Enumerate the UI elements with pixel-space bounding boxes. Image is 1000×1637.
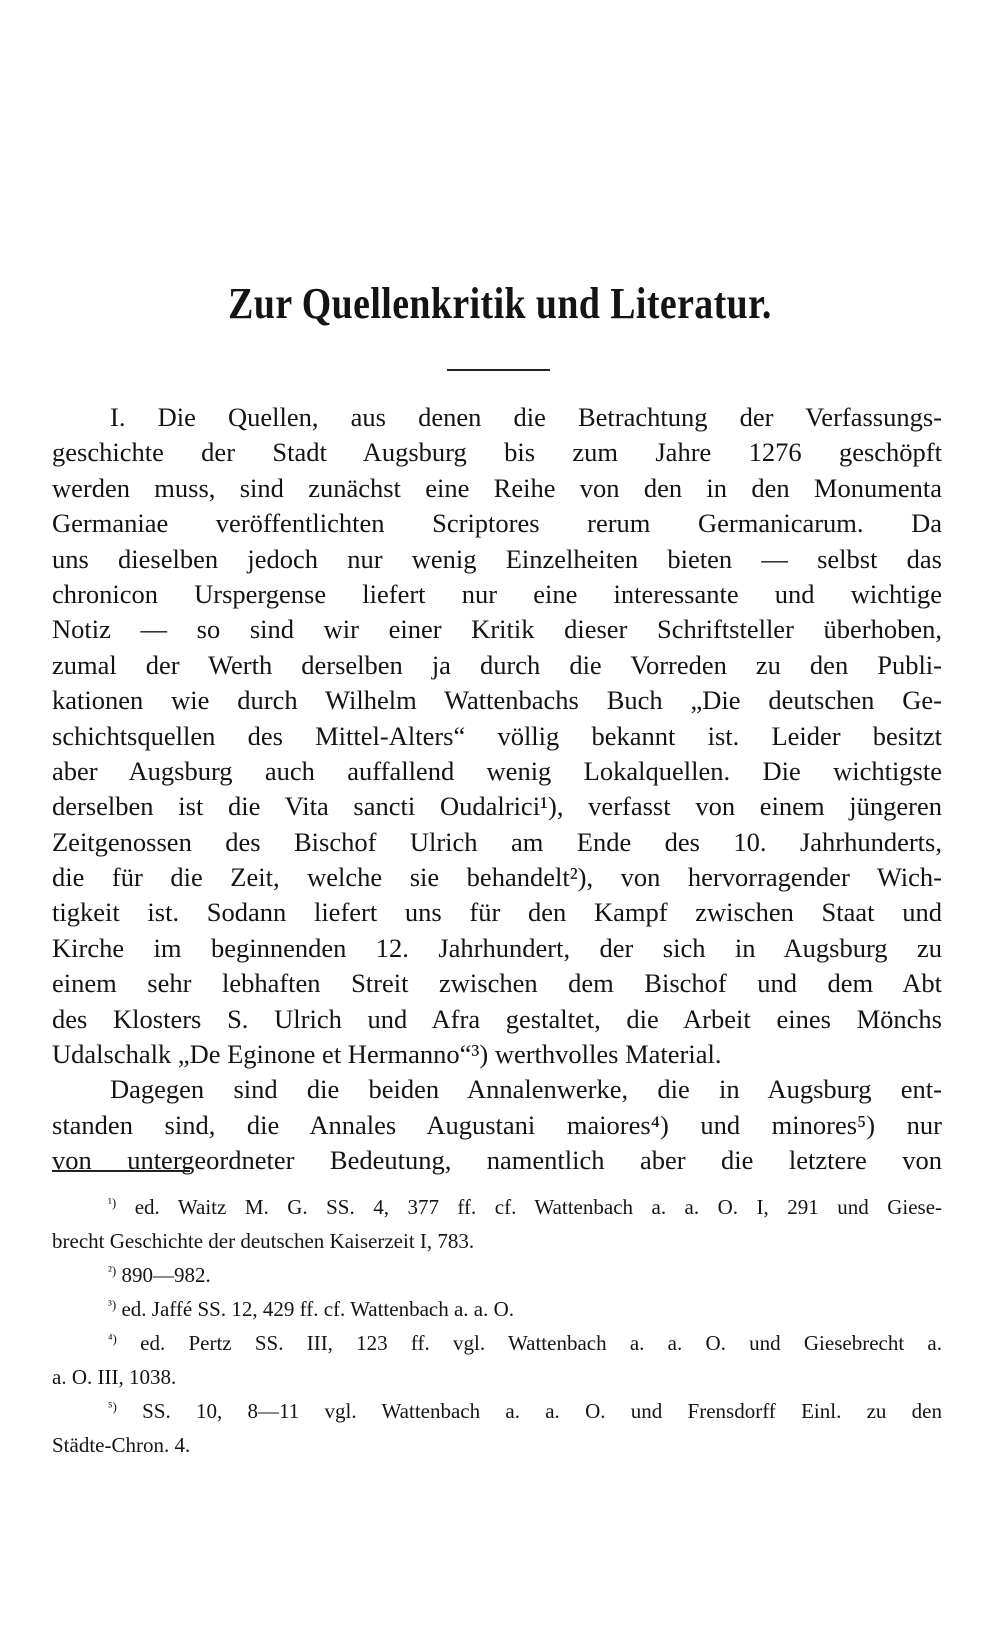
footnote-line bbox=[52, 1326, 942, 1360]
body-line: chronicon Urspergense liefert nur eine interessante und wichtige bbox=[52, 578, 942, 609]
body-line: Notiz — so sind wir einer Kritik dieser Schriftsteller überhoben, bbox=[52, 614, 942, 645]
footnote-3 bbox=[52, 1292, 942, 1326]
footnote-number: ⁴) bbox=[108, 1331, 117, 1346]
body-line: einem sehr lebhaften Streit zwischen dem Bischof und dem Abt bbox=[52, 968, 942, 999]
footnote-5 bbox=[52, 1394, 942, 1462]
body-line: schichtsquellen des Mittel-Alters“ völlig bekannt ist. Leider besitzt bbox=[52, 720, 942, 751]
body-line: tigkeit ist. Sodann liefert uns für den Kampf zwischen Staat und bbox=[52, 897, 942, 928]
footnote-line: Städte-Chron. 4. bbox=[52, 1433, 191, 1457]
footnote-line bbox=[52, 1258, 942, 1292]
body-line: von untergeordneter Bedeutung, namentlich aber die letztere von bbox=[52, 1145, 942, 1176]
body-line: des Klosters S. Ulrich und Afra gestaltet, die Arbeit eines Mönchs bbox=[52, 1003, 942, 1034]
footnote-line: brecht Geschichte der deutschen Kaiserzeit I, 783. bbox=[52, 1229, 475, 1253]
body-line: aber Augsburg auch auffallend wenig Lokalquellen. Die wichtigste bbox=[52, 755, 942, 786]
body-line: Kirche im beginnenden 12. Jahrhundert, der sich in Augsburg zu bbox=[52, 932, 942, 963]
footnote-text: ed. Pertz SS. III, 123 ff. vgl. Wattenbach a. a. O. und Giesebrecht a. bbox=[140, 1331, 942, 1355]
footnote-number: ³) bbox=[108, 1297, 117, 1312]
body-line: Germaniae veröffentlichten Scriptores rerum Germanicarum. Da bbox=[52, 508, 942, 539]
body-line: derselben ist die Vita sancti Oudalrici¹), verfasst von einem jüngeren bbox=[52, 791, 942, 822]
body-line: uns dieselben jedoch nur wenig Einzelheiten bieten — selbst das bbox=[52, 543, 942, 574]
footnote-number: ²) bbox=[108, 1263, 117, 1278]
title-divider bbox=[447, 369, 550, 371]
body-line: Zeitgenossen des Bischof Ulrich am Ende des 10. Jahrhunderts, bbox=[52, 826, 942, 857]
footnote-text: ed. Waitz M. G. SS. 4, 377 ff. cf. Wattenbach a. a. O. I, 291 und Giese- bbox=[134, 1195, 943, 1219]
footnote-text: ed. Jaffé SS. 12, 429 ff. cf. Wattenbach a. a. O. bbox=[121, 1297, 515, 1321]
body-line: geschichte der Stadt Augsburg bis zum Jahre 1276 geschöpft bbox=[52, 437, 942, 468]
page-title: Zur Quellenkritik und Literatur. bbox=[228, 279, 772, 328]
footnote-line bbox=[52, 1190, 942, 1224]
footnote-number: ¹) bbox=[108, 1195, 117, 1210]
body-line: die für die Zeit, welche sie behandelt²), von hervorragender Wich- bbox=[52, 862, 942, 893]
body-line: I. Die Quellen, aus denen die Betrachtung der Verfassungs- bbox=[110, 402, 942, 432]
footnote-divider bbox=[52, 1170, 190, 1172]
body-line: werden muss, sind zunächst eine Reihe von den in den Monumenta bbox=[52, 472, 942, 503]
footnotes bbox=[52, 1190, 942, 1462]
footnote-2 bbox=[52, 1258, 942, 1292]
footnote-text: 890—982. bbox=[121, 1263, 211, 1287]
body-line: kationen wie durch Wilhelm Wattenbachs Buch „Die deutschen Ge- bbox=[52, 685, 942, 716]
footnote-1 bbox=[52, 1190, 942, 1258]
body-line: zumal der Werth derselben ja durch die Vorreden zu den Publi- bbox=[52, 649, 942, 680]
footnote-line bbox=[52, 1292, 942, 1326]
body-line: Dagegen sind die beiden Annalenwerke, die in Augsburg ent- bbox=[110, 1074, 942, 1105]
body-line: Udalschalk „De Eginone et Hermanno“³) werthvolles Material. bbox=[52, 1039, 722, 1070]
footnote-line bbox=[52, 1394, 942, 1428]
footnote-4 bbox=[52, 1326, 942, 1394]
footnote-text: SS. 10, 8—11 vgl. Wattenbach a. a. O. und Frensdorff Einl. zu den bbox=[142, 1399, 943, 1423]
footnote-number: ⁵) bbox=[108, 1399, 117, 1414]
footnote-line: a. O. III, 1038. bbox=[52, 1365, 177, 1389]
body-text bbox=[52, 400, 942, 1179]
body-line: standen sind, die Annales Augustani maiores⁴) und minores⁵) nur bbox=[52, 1109, 942, 1140]
